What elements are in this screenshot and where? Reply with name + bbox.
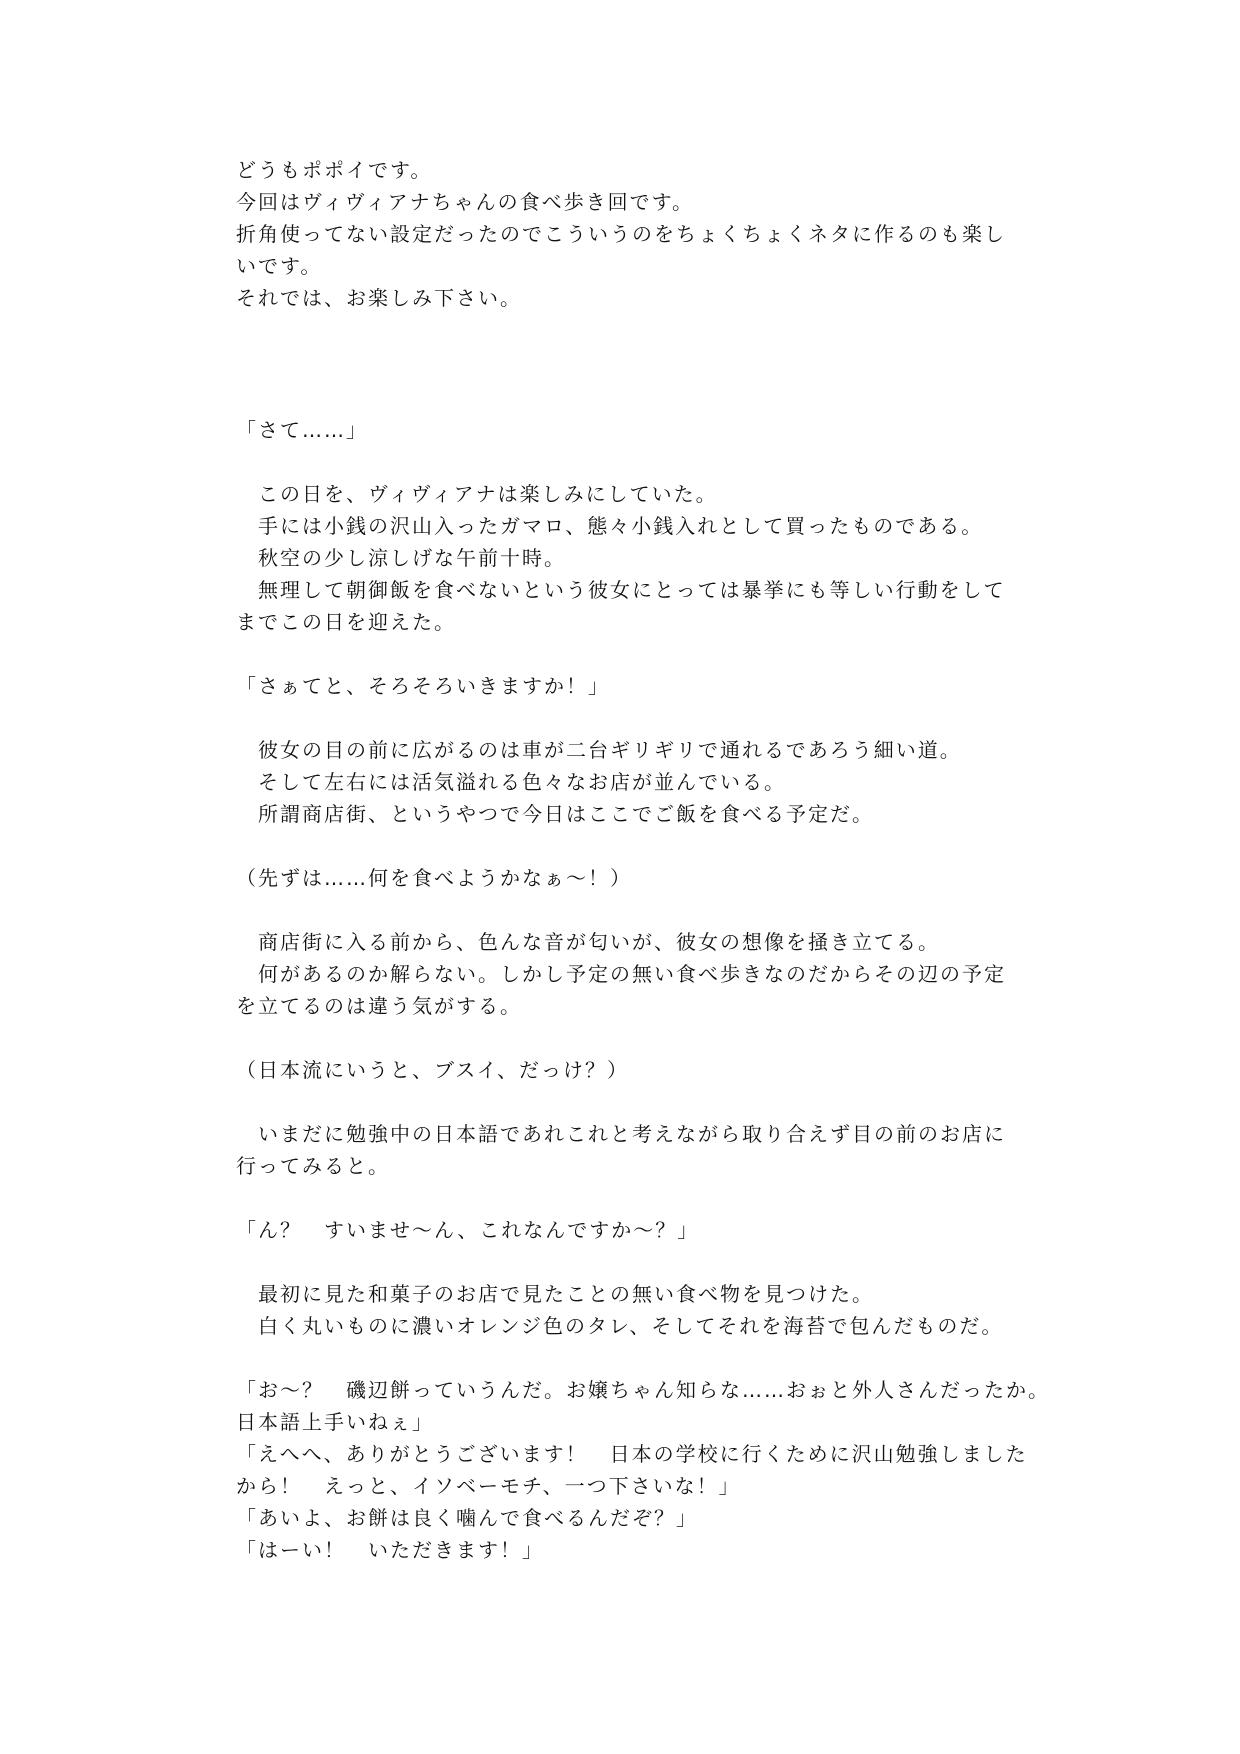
intro-line: 折角使ってない設定だったのでこういうのをちょくちょくネタに作るのも楽し xyxy=(236,222,1006,246)
story-line: 「はーい！ いただきます！」 xyxy=(236,1538,544,1562)
story-line: 所謂商店街、というやつで今日はここでご飯を食べる予定だ。 xyxy=(236,802,874,826)
story-line: 何があるのか解らない。しかし予定の無い食べ歩きなのだからその辺の予定 xyxy=(236,962,1006,986)
story-line: 「さて……」 xyxy=(236,418,368,442)
story-line: 「さぁてと、そろそろいきますか！」 xyxy=(236,674,610,698)
story-line: 秋空の少し涼しげな午前十時。 xyxy=(236,546,566,570)
intro-line: いです。 xyxy=(236,254,323,278)
story-line: から！ えっと、イソベーモチ、一つ下さいな！」 xyxy=(236,1474,741,1498)
story-line: 「あいよ、お餅は良く噛んで食べるんだぞ？」 xyxy=(236,1506,698,1530)
intro-line: それでは、お楽しみ下さい。 xyxy=(236,286,522,310)
story-line: までこの日を迎えた。 xyxy=(236,610,456,634)
story-line: 白く丸いものに濃いオレンジ色のタレ、そしてそれを海苔で包んだものだ。 xyxy=(236,1314,1004,1338)
intro-line: どうもポポイです。 xyxy=(236,158,433,182)
story-line: 最初に見た和菓子のお店で見たことの無い食べ物を見つけた。 xyxy=(236,1282,874,1306)
intro-line: 今回はヴィヴィアナちゃんの食べ歩き回です。 xyxy=(236,190,694,214)
story-line: 「お〜？ 磯辺餅っていうんだ。お嬢ちゃん知らな……おぉと外人さんだったか。 xyxy=(236,1378,1050,1402)
story-line: （先ずは……何を食べようかなぁ〜！） xyxy=(236,866,632,890)
story-line: 手には小銭の沢山入ったガマロ、態々小銭入れとして買ったものである。 xyxy=(236,514,984,538)
story-line: 無理して朝御飯を食べないという彼女にとっては暴挙にも等しい行動をして xyxy=(236,578,1006,602)
story-line: 行ってみると。 xyxy=(236,1154,390,1178)
story-line: 「ん？ すいませ〜ん、これなんですか〜？」 xyxy=(236,1218,700,1242)
story-line: 商店街に入る前から、色んな音が匂いが、彼女の想像を掻き立てる。 xyxy=(236,930,940,954)
story-line: この日を、ヴィヴィアナは楽しみにしていた。 xyxy=(236,482,718,506)
story-line: 彼女の目の前に広がるのは車が二台ギリギリで通れるであろう細い道。 xyxy=(236,738,962,762)
story-line: 日本語上手いねぇ」 xyxy=(236,1410,434,1434)
story-line: そして左右には活気溢れる色々なお店が並んでいる。 xyxy=(236,770,786,794)
story-line: いまだに勉強中の日本語であれこれと考えながら取り合えず目の前のお店に xyxy=(236,1122,1006,1146)
story-line: を立てるのは違う気がする。 xyxy=(236,994,522,1018)
story-line: （日本流にいうと、ブスイ、だっけ？） xyxy=(236,1058,629,1082)
story-line: 「えへへ、ありがとうございます！ 日本の学校に行くために沢山勉強しました xyxy=(236,1442,1028,1466)
